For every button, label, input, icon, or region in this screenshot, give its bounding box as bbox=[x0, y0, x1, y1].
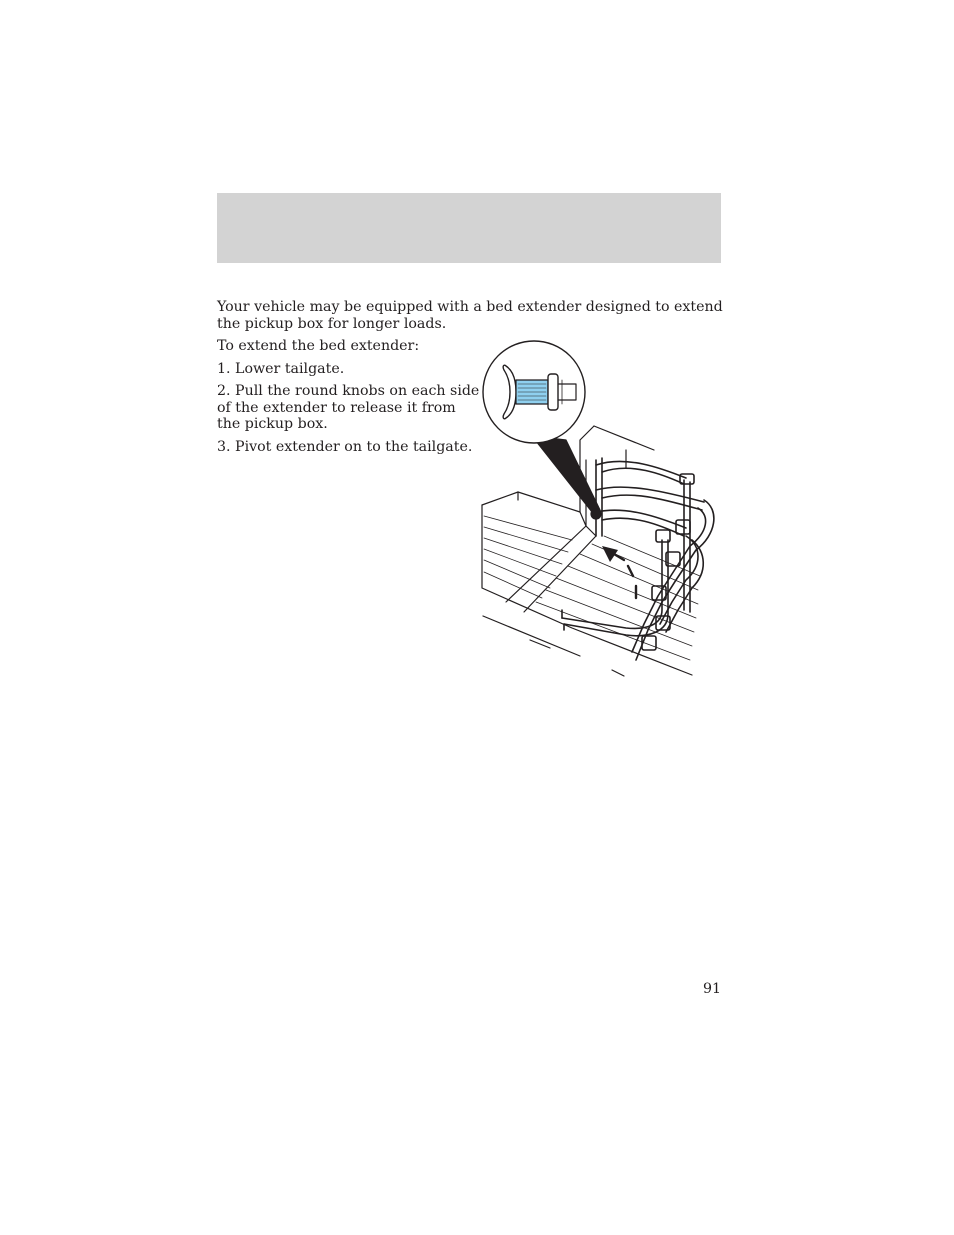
knob-detail-callout bbox=[483, 341, 601, 519]
step-2 bbox=[217, 383, 479, 433]
tailgate-outline bbox=[482, 492, 692, 676]
instructions-lead: To extend the bed extender: bbox=[217, 338, 420, 354]
pivot-arrow-icon bbox=[602, 546, 636, 598]
section-header-band bbox=[217, 193, 721, 263]
intro-line: the pickup box for longer loads. bbox=[217, 315, 447, 332]
step-3: 3. Pivot extender on to the tailgate. bbox=[217, 439, 473, 455]
step-1: 1. Lower tailgate. bbox=[217, 361, 345, 377]
page-number: 91 bbox=[702, 981, 721, 997]
intro-line: Your vehicle may be equipped with a bed extender designed to extend bbox=[217, 299, 723, 315]
step-2-line: 2. Pull the round knobs on each side bbox=[217, 383, 480, 399]
step-2-line: of the extender to release it from bbox=[217, 399, 456, 416]
bed-extender-illustration bbox=[476, 340, 726, 680]
step-2-line: the pickup box. bbox=[217, 416, 328, 432]
intro-paragraph bbox=[217, 299, 723, 332]
